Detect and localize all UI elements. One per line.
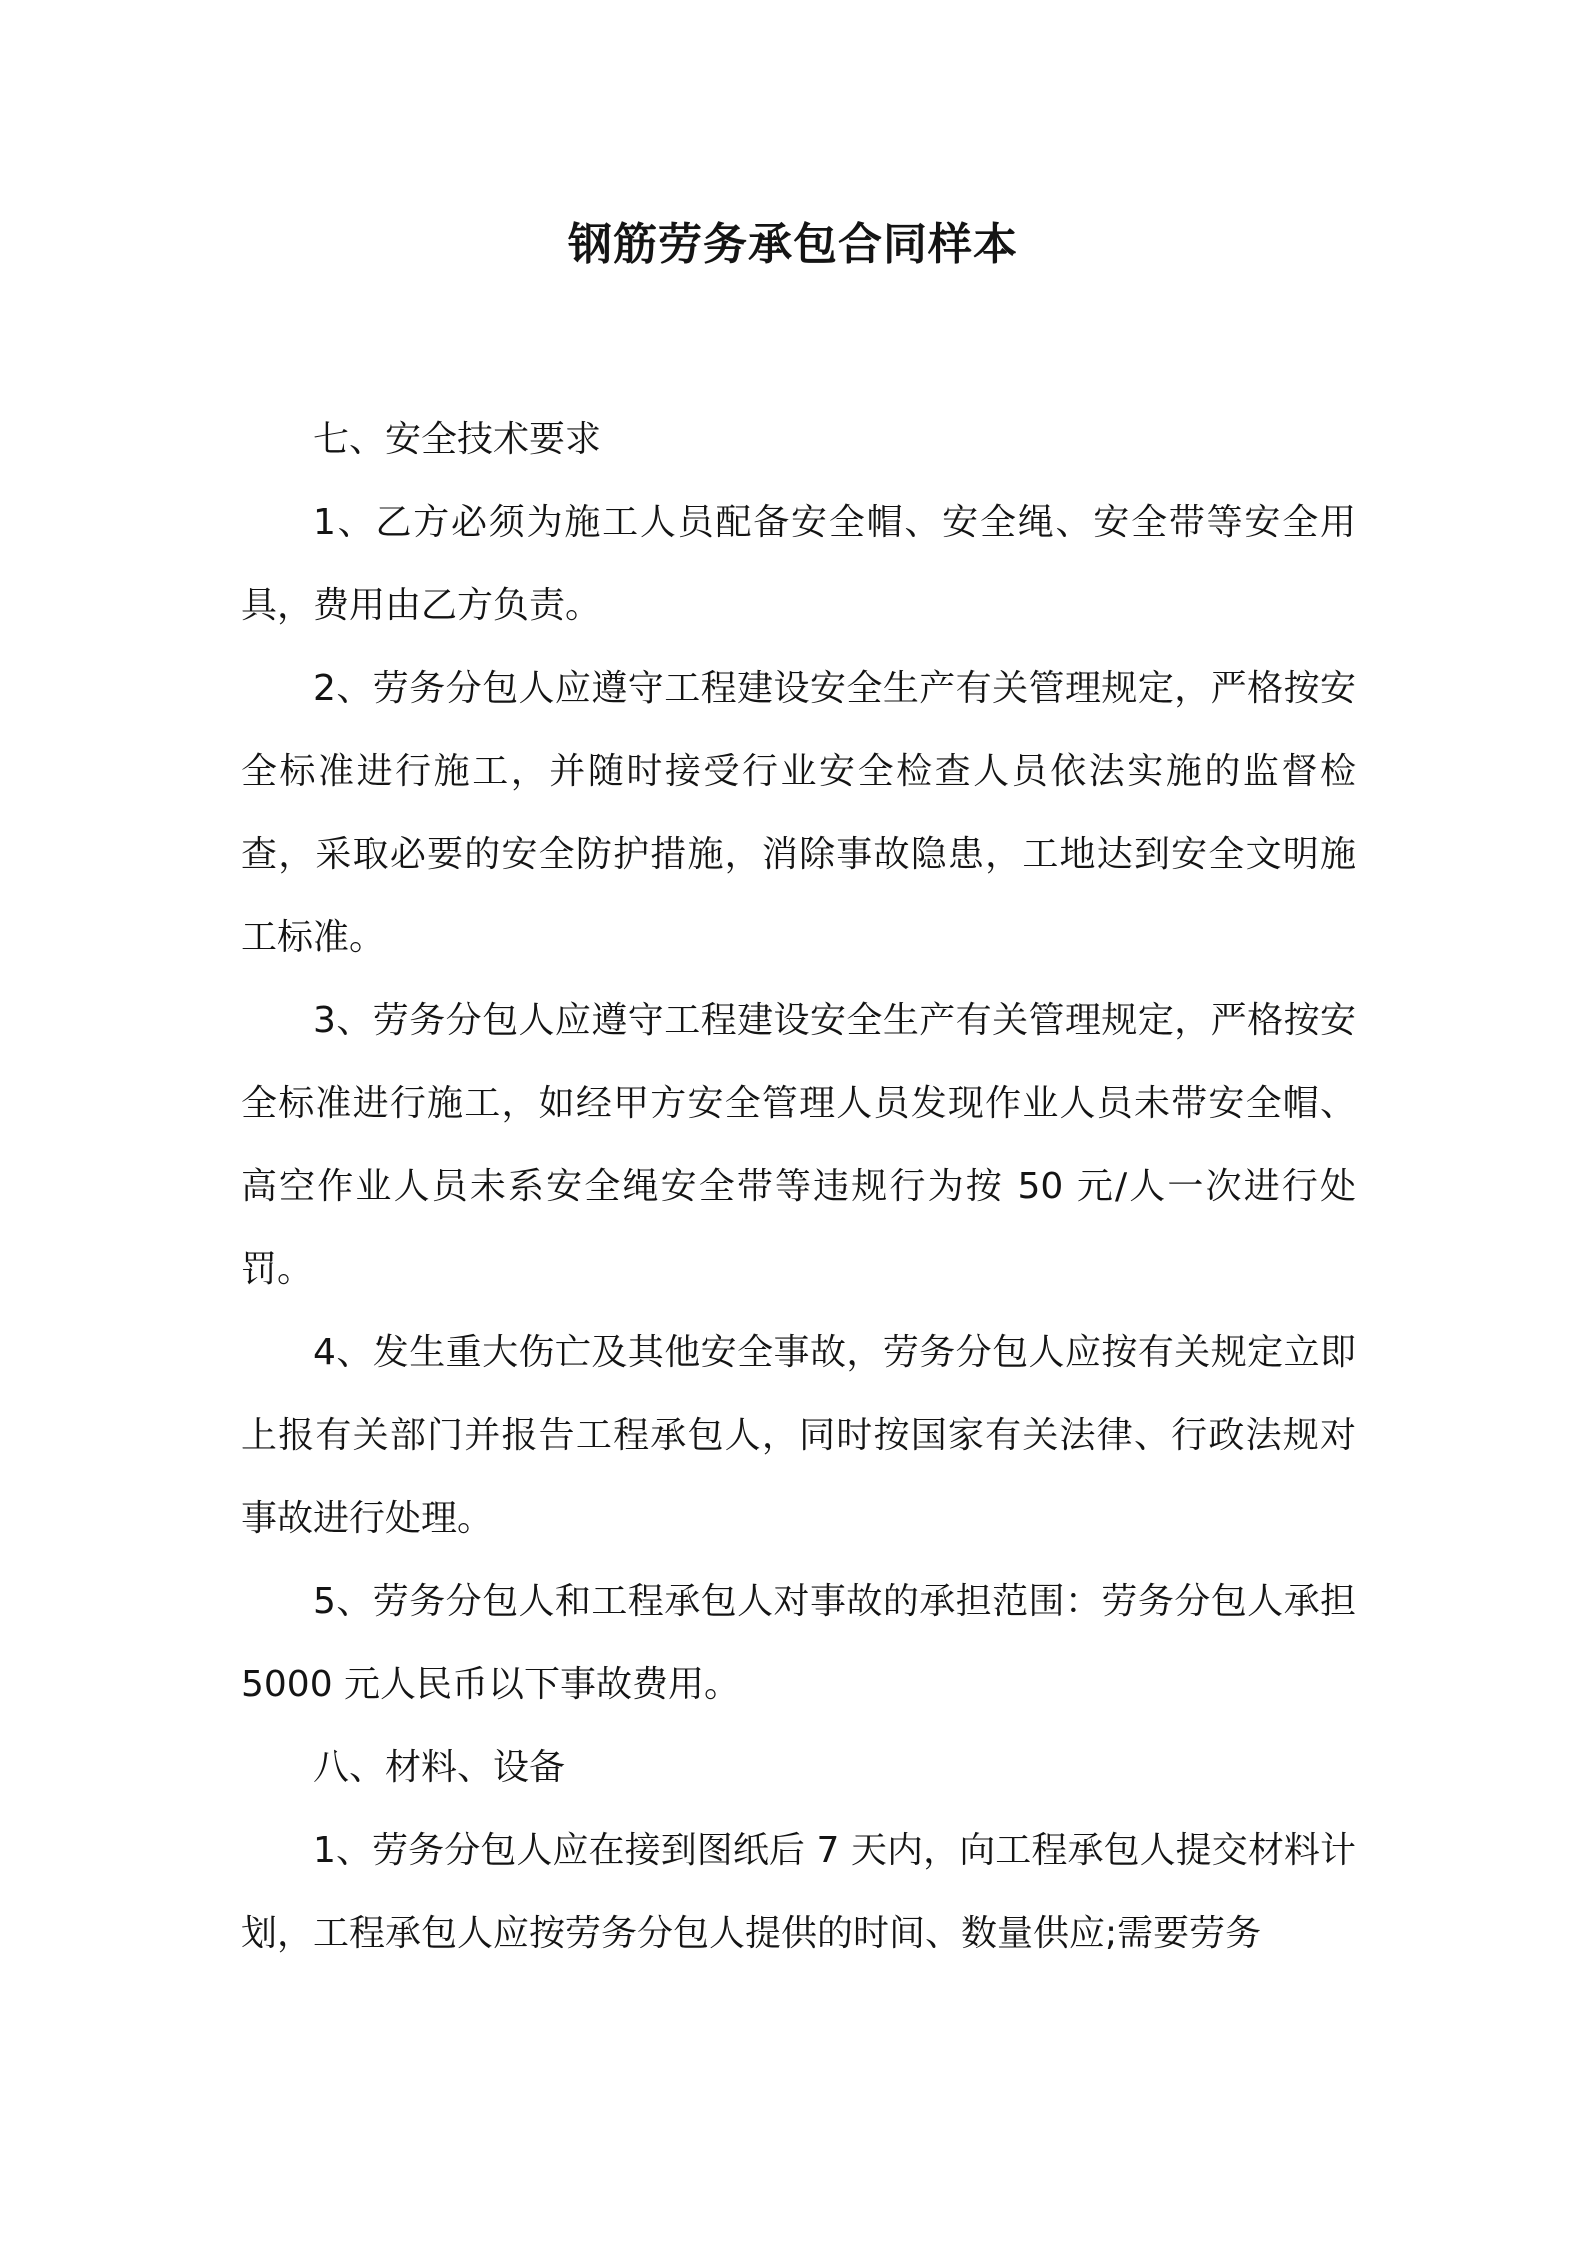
section-heading-safety: 七、安全技术要求 — [313, 419, 602, 460]
clause-safety-1: 1、乙方必须为施工人员配备安全帽、安全绳、安全带等安全用具，费用由乙方负责。 — [241, 502, 1356, 626]
clause-materials-1: 1、劳务分包人应在接到图纸后 7 天内，向工程承包人提交材料计划，工程承包人应按劳务分包人提供的时间、数量供应;需要劳务 — [241, 1830, 1356, 1954]
section-heading-materials: 八、材料、设备 — [313, 1747, 566, 1788]
clause-safety-3: 3、劳务分包人应遵守工程建设安全生产有关管理规定，严格按安全标准进行施工，如经甲方安全管理人员发现作业人员未带安全帽、高空作业人员未系安全绳安全带等违规行为按 50 元/人一次进行处罚。 — [241, 1000, 1356, 1290]
document-title: 钢筋劳务承包合同样本 — [568, 219, 1018, 270]
clause-safety-4: 4、发生重大伤亡及其他安全事故，劳务分包人应按有关规定立即上报有关部门并报告工程承包人，同时按国家有关法律、行政法规对事故进行处理。 — [241, 1332, 1356, 1539]
clause-safety-5: 5、劳务分包人和工程承包人对事故的承担范围：劳务分包人承担 5000 元人民币以下事故费用。 — [241, 1581, 1356, 1705]
clause-safety-2: 2、劳务分包人应遵守工程建设安全生产有关管理规定，严格按安全标准进行施工，并随时接受行业安全检查人员依法实施的监督检查，采取必要的安全防护措施，消除事故隐患，工地达到安全文明施工标准。 — [241, 668, 1356, 958]
document-body — [241, 398, 1356, 1975]
